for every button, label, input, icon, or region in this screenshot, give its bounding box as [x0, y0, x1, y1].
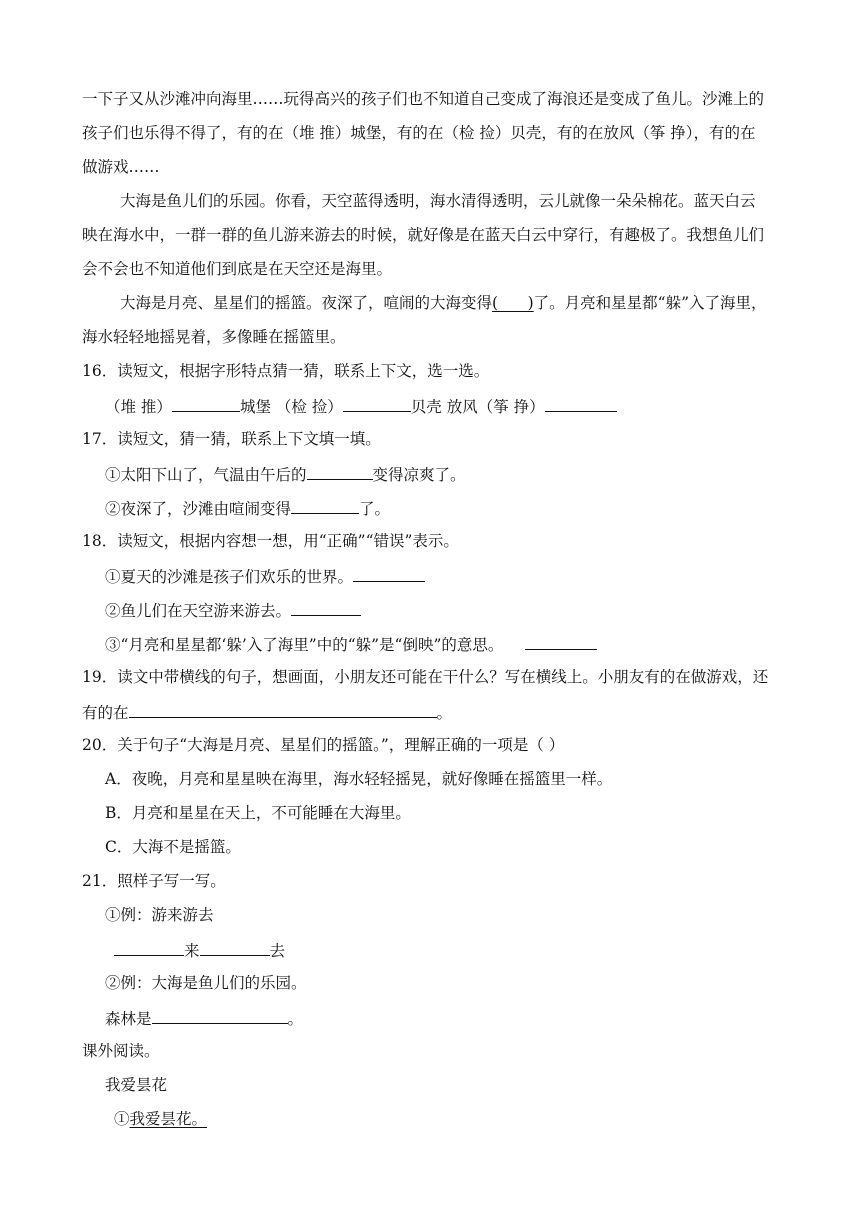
section-heading: 课外阅读。 [82, 1042, 160, 1060]
question-20-stem: 20．关于句子“大海是月亮、星星们的摇篮。”，理解正确的一项是（ ） [82, 736, 565, 754]
item-text: 来 [184, 942, 200, 960]
item-text: ②鱼儿们在天空游来游去。 [105, 602, 292, 620]
question-17-item [105, 463, 466, 485]
underlined-sentence: 我爱昙花。 [129, 1110, 208, 1128]
item-text: 去 [269, 942, 286, 960]
passage-line: 大海是鱼儿们的乐园。你看，天空蓝得透明，海水清得透明，云儿就像一朵朵棉花。蓝天白云 [120, 192, 756, 210]
paragraph-number: ① [114, 1110, 130, 1128]
option-text: 贝壳 放风（筝 挣） [410, 398, 545, 416]
question-18-item [105, 633, 597, 655]
answer-blank[interactable] [343, 395, 411, 412]
choice-b[interactable]: B．月亮和星星在天上，不可能睡在大海里。 [105, 804, 411, 822]
answer-blank[interactable] [152, 1007, 288, 1024]
item-text: ③“月亮和星星都‘躲’入了海里”中的“躲”是“倒映”的意思。 [105, 636, 504, 654]
question-18-item [105, 565, 425, 587]
item-text: ①太阳下山了，气温由午后的 [105, 466, 307, 484]
question-17-item [105, 497, 390, 519]
answer-blank[interactable] [525, 633, 597, 650]
choice-c[interactable]: C．大海不是摇篮。 [105, 838, 241, 856]
answer-blank[interactable] [172, 395, 240, 412]
example-1: ①例：游来游去 [105, 906, 214, 924]
passage-line: 一下子又从沙滩冲向海里……玩得高兴的孩子们也不知道自己变成了海浪还是变成了鱼儿。沙滩上的 [82, 90, 765, 108]
question-21-stem: 21．照样子写一写。 [82, 872, 226, 890]
passage-text: 大海是月亮、星星们的摇篮。夜深了，喧闹的大海变得 [120, 294, 493, 312]
example-2-answer [105, 1007, 303, 1029]
item-text: 了。 [359, 500, 391, 518]
passage-text: 了。月亮和星星都“躲”入了海里， [533, 294, 767, 312]
answer-blank[interactable] [200, 939, 270, 956]
question-19-answer-line [82, 701, 452, 723]
passage-line: 映在海水中，一群一群的鱼儿游来游去的时候，就好像是在蓝天白云中穿行，有趣极了。我想鱼儿们 [82, 226, 765, 244]
example-2: ②例：大海是鱼儿们的乐园。 [105, 974, 307, 992]
passage-blank[interactable]: ( ) [492, 294, 534, 312]
example-1-answer [114, 939, 285, 961]
answer-blank[interactable] [114, 939, 184, 956]
passage-line: 会不会也不知道他们到底是在天空还是海里。 [82, 260, 393, 278]
question-18-item [105, 599, 361, 621]
item-text: 。 [287, 1010, 304, 1028]
answer-blank[interactable] [129, 701, 437, 718]
item-text: ①夏天的沙滩是孩子们欢乐的世界。 [105, 568, 354, 586]
passage-line: 海水轻轻地摇晃着，多像睡在摇篮里。 [82, 328, 346, 346]
item-text: 变得凉爽了。 [372, 466, 466, 484]
question-19-stem: 19．读文中带横线的句子，想画面，小朋友还可能在干什么？写在横线上。小朋友有的在做游戏，还 [82, 668, 769, 686]
answer-blank[interactable] [291, 599, 361, 616]
reading-title: 我爱昙花 [105, 1076, 168, 1094]
reading-paragraph [114, 1109, 207, 1129]
passage-line [120, 293, 767, 313]
item-text: ②夜深了，沙滩由喧闹变得 [105, 500, 292, 518]
choice-a[interactable]: A．夜晚，月亮和星星映在海里，海水轻轻摇晃，就好像睡在摇篮里一样。 [105, 770, 613, 788]
option-text: （堆 推） [105, 398, 172, 416]
question-17-stem: 17．读短文，猜一猜，联系上下文填一填。 [82, 430, 381, 448]
option-text: 城堡 （检 捡） [239, 398, 343, 416]
item-text: 有的在 [82, 704, 129, 722]
passage-line: 孩子们也乐得不得了，有的在（堆 推）城堡，有的在（检 捡）贝壳，有的在放风（筝 挣），有的在 [82, 124, 756, 142]
item-text: 。 [436, 704, 453, 722]
answer-blank[interactable] [353, 565, 425, 582]
item-text: 森林是 [105, 1010, 152, 1028]
answer-blank[interactable] [545, 395, 617, 412]
question-18-stem: 18．读短文，根据内容想一想，用“正确”“错误”表示。 [82, 532, 459, 550]
question-16-stem: 16．读短文，根据字形特点猜一猜，联系上下文，选一选。 [82, 362, 490, 380]
answer-blank[interactable] [291, 497, 359, 514]
question-16-options [105, 395, 617, 417]
answer-blank[interactable] [307, 463, 373, 480]
passage-line: 做游戏…… [82, 158, 160, 176]
